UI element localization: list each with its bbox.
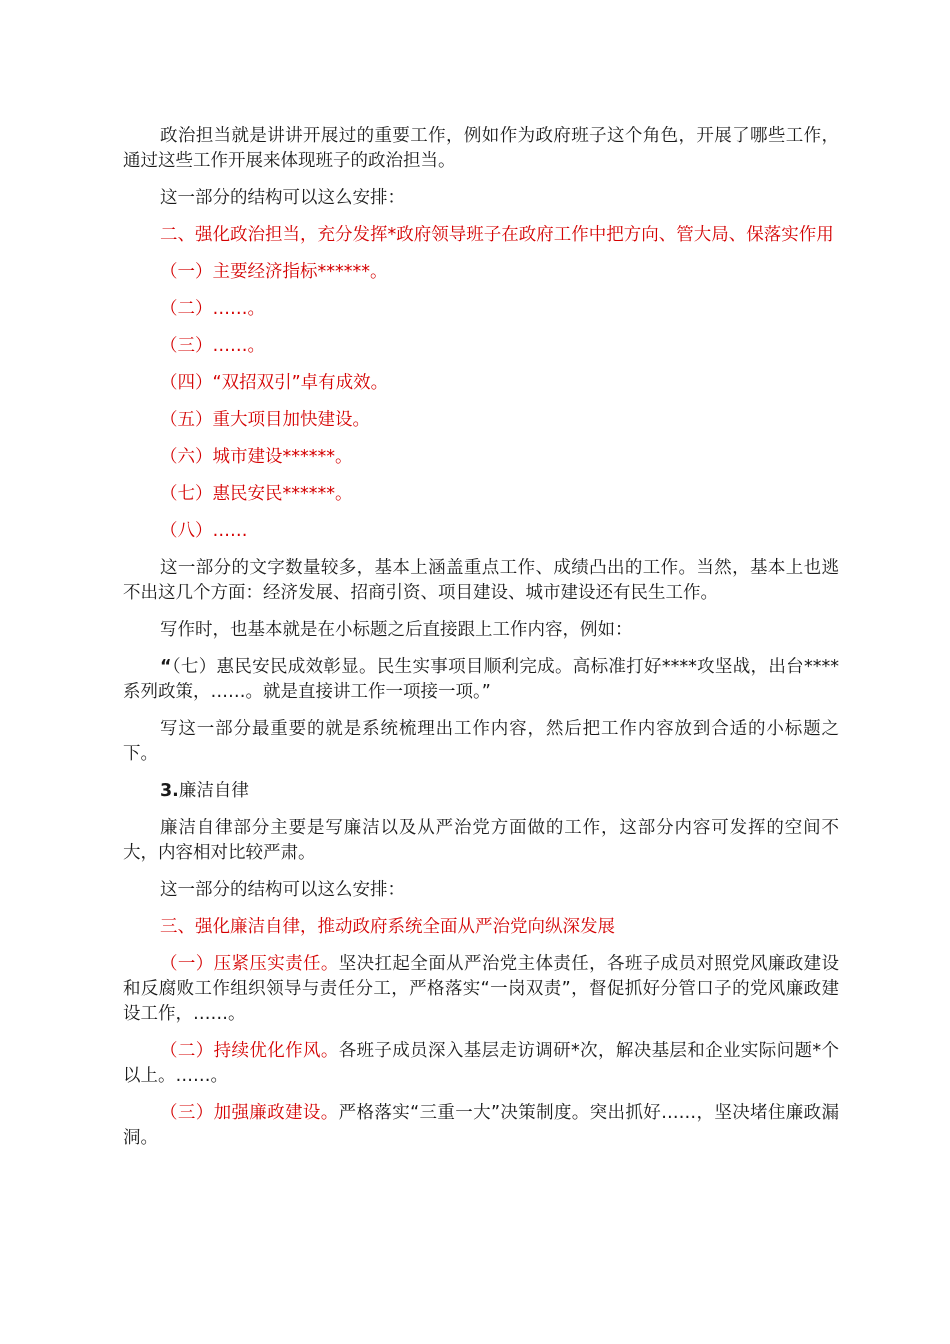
integrity-item-1 (123, 952, 839, 1027)
sub-heading-5: （五）重大项目加快建设。 (160, 410, 370, 430)
paragraph-political-duty: 政治担当就是讲讲开展过的重要工作，例如作为政府班子这个角色，开展了哪些工作，通过这些工作开展来体现班子的政治担当。 (123, 126, 839, 171)
sub-heading-3: （三）……。 (160, 336, 265, 356)
quote-mark: “ (160, 657, 172, 677)
paragraph-summary: 写这一部分最重要的就是系统梳理出工作内容，然后把工作内容放到合适的小标题之下。 (123, 719, 839, 764)
integrity-item-text: 各班子成员深入基层走访调研*次，解决基层和企业实际问题*个以上。……。 (123, 1041, 840, 1086)
paragraph-structure-intro-2: 这一部分的结构可以这么安排： (160, 880, 405, 900)
section-3-title (123, 779, 839, 804)
sub-heading-8: （八）…… (160, 521, 248, 541)
sub-heading-7: （七）惠民安民******。 (160, 484, 353, 504)
sub-heading-1: （一）主要经济指标******。 (160, 262, 388, 282)
paragraph-structure-intro: 这一部分的结构可以这么安排： (160, 188, 405, 208)
sub-heading-6: （六）城市建设******。 (160, 447, 353, 467)
example-quote (123, 655, 839, 705)
integrity-item-text: 严格落实“三重一大”决策制度。突出抓好……，坚决堵住廉政漏洞。 (123, 1103, 840, 1148)
section-3-number: 3. (160, 781, 179, 801)
integrity-item-text: 坚决扛起全面从严治党主体责任，各班子成员对照党风廉政建设和反腐败工作组织领导与责任分工，严格落实“一岗双责”，督促抓好分管口子的党风廉政建设工作，……。 (123, 954, 840, 1024)
integrity-item-label: （二）持续优化作风。 (160, 1041, 339, 1061)
paragraph-integrity-intro: 廉洁自律部分主要是写廉洁以及从严治党方面做的工作，这部分内容可发挥的空间不大，内容相对比较严肃。 (123, 818, 839, 863)
sub-heading-2: （二）……。 (160, 299, 265, 319)
integrity-item-3 (123, 1101, 839, 1151)
sub-heading-4: （四）“双招双引”卓有成效。 (160, 373, 389, 393)
integrity-item-2 (123, 1039, 839, 1089)
section-3-label: 廉洁自律 (178, 781, 249, 801)
paragraph-writing-tip: 写作时，也基本就是在小标题之后直接跟上工作内容，例如： (160, 620, 633, 640)
paragraph-content-scope: 这一部分的文字数量较多，基本上涵盖重点工作、成绩凸出的工作。当然，基本上也逃不出这几个方面：经济发展、招商引资、项目建设、城市建设还有民生工作。 (123, 558, 839, 603)
section-heading-2: 二、强化政治担当，充分发挥*政府领导班子在政府工作中把方向、管大局、保落实作用 (160, 225, 834, 245)
section-heading-3: 三、强化廉洁自律，推动政府系统全面从严治党向纵深发展 (160, 917, 615, 937)
integrity-item-label: （三）加强廉政建设。 (160, 1103, 339, 1123)
document-body (123, 124, 839, 1163)
integrity-item-label: （一）压紧压实责任。 (160, 954, 339, 974)
quote-text: （七）惠民安民成效彰显。民生实事项目顺利完成。高标准打好****攻坚战，出台****系列政策，……。就是直接讲工作一项接一项。” (123, 657, 839, 702)
